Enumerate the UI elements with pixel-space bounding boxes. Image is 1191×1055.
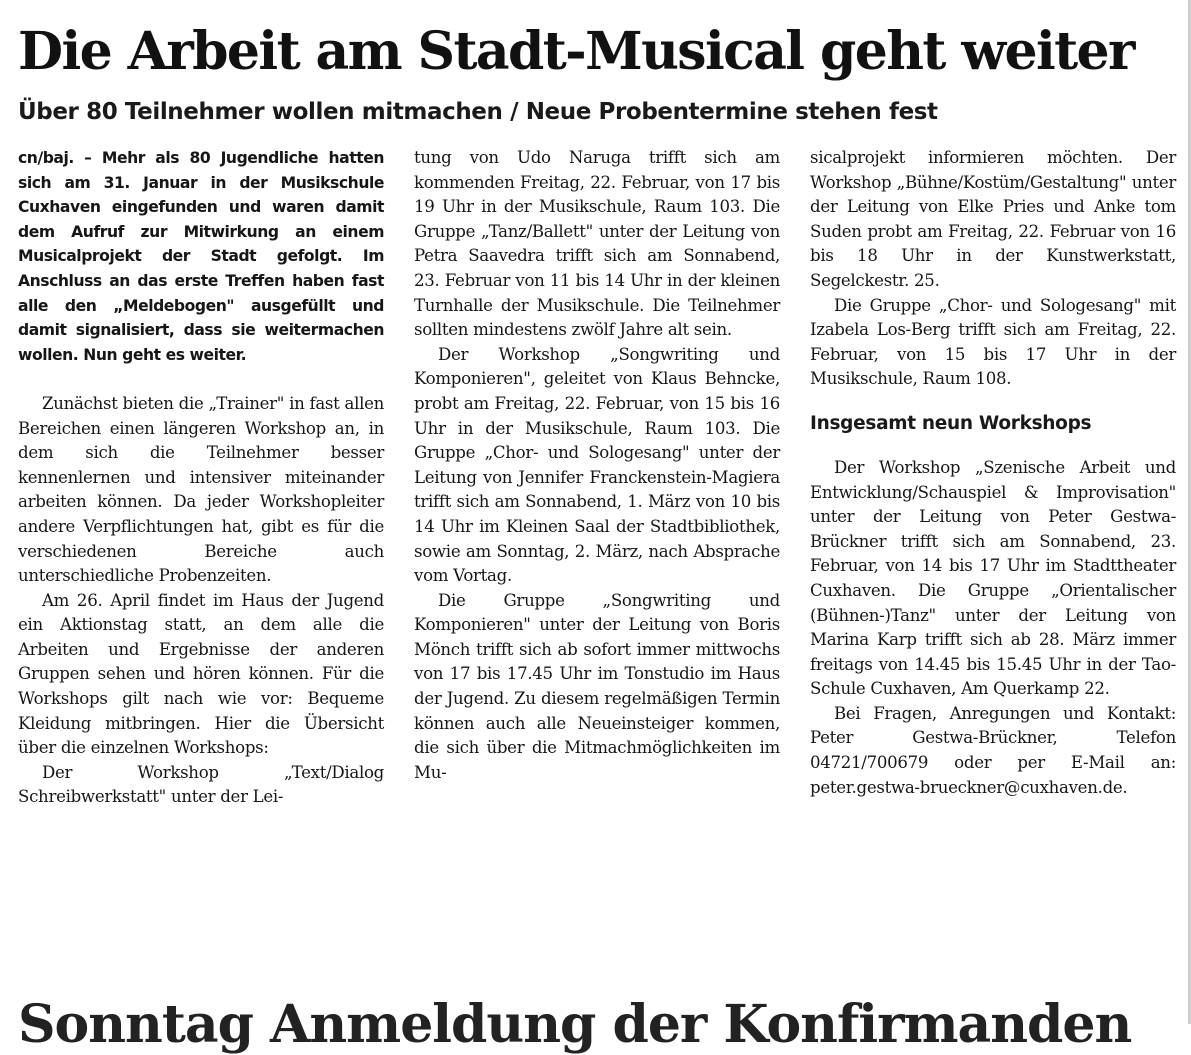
article-subheadline: Über 80 Teilnehmer wollen mitmachen / Neue Probentermine stehen fest	[18, 99, 938, 125]
article-paragraph: Der Workshop „Szenische Arbeit und Entwicklung/Schauspiel & Improvisation" unter der Leitung von Peter Gestwa-Brückner trifft sich am Sonnabend, 23. Februar, von 14 bis 17 Uhr im Stadttheater Cuxhaven. Die Gruppe „Orientalischer (Bühnen-)Tanz" unter der Leitung von Marina Karp trifft sich ab 28. März immer freitags von 14.45 bis 15.45 Uhr in der Tao-Schule Cuxhaven, Am Querkamp 22.	[810, 457, 1176, 699]
article-paragraph: Am 26. April findet im Haus der Jugend ein Aktionstag statt, an dem alle die Arbeiten und Ergebnisse der anderen Gruppen sehen und hören können. Für die Workshops gilt nach wie vor: Bequeme Kleidung mitbringen. Hier die Übersicht über die einzelnen Workshops:	[18, 590, 384, 758]
article-headline: Die Arbeit am Stadt-Musical geht weiter	[18, 21, 1134, 82]
article-column-1	[18, 146, 384, 810]
article-paragraph: Der Workshop „Text/Dialog Schreibwerkstatt" unter der Lei-	[18, 762, 384, 807]
article-intertitle: Insgesamt neun Workshops	[810, 412, 1092, 434]
article-paragraph: Der Workshop „Songwriting und Komponieren", geleitet von Klaus Behncke, probt am Freitag, 22. Februar, von 15 bis 16 Uhr in der Musikschule, Raum 103. Die Gruppe „Chor- und Sologesang" unter der Leitung von Jennifer Franckenstein-Magiera trifft sich am Sonnabend, 1. März von 10 bis 14 Uhr im Kleinen Saal der Stadtbibliothek, sowie am Sonntag, 2. März, nach Absprache vom Vortag.	[414, 344, 780, 586]
article-paragraph: tung von Udo Naruga trifft sich am kommenden Freitag, 22. Februar, von 17 bis 19 Uhr in der Musikschule, Raum 103. Die Gruppe „Tanz/Ballett" unter der Leitung von Petra Saavedra trifft sich am Sonnabend, 23. Februar von 11 bis 14 Uhr in der kleinen Turnhalle der Musikschule. Die Teilnehmer sollten mindestens zwölf Jahre alt sein.	[414, 148, 780, 340]
article-paragraph: Zunächst bieten die „Trainer" in fast allen Bereichen einen längeren Workshop an, in dem sich die Teilnehmer besser kennenlernen und intensiver miteinander arbeiten können. Da jeder Workshopleiter andere Verpflichtungen hat, gibt es für die verschiedenen Bereiche auch unterschiedliche Probenzeiten.	[18, 393, 384, 586]
article-paragraph: sicalprojekt informieren möchten. Der Workshop „Bühne/Kostüm/Gestaltung" unter der Leitung von Elke Pries und Anke tom Suden probt am Freitag, 22. Februar von 16 bis 18 Uhr in der Kunstwerkstatt, Segelckestr. 25.	[810, 148, 1176, 290]
article-lead-paragraph: cn/baj. – Mehr als 80 Jugendliche hatten sich am 31. Januar in der Musikschule Cuxhaven eingefunden und waren damit dem Aufruf zur Mitwirkung an einem Musicalprojekt der Stadt gefolgt. Im Anschluss an das erste Treffen haben fast alle den „Meldebogen" ausgefüllt und damit signalisiert, dass sie weitermachen wollen. Nun geht es weiter.	[18, 149, 384, 364]
article-paragraph: Die Gruppe „Chor- und Sologesang" mit Izabela Los-Berg trifft sich am Freitag, 22. Februar, von 15 bis 17 Uhr in der Musikschule, Raum 108.	[810, 295, 1176, 389]
article-column-3	[810, 146, 1176, 800]
article-paragraph: Bei Fragen, Anregungen und Kontakt: Peter Gestwa-Brückner, Telefon 04721/700679 oder per E-Mail an: peter.gestwa-brueckner@cuxhaven.de.	[810, 703, 1176, 797]
article-paragraph: Die Gruppe „Songwriting und Komponieren" unter der Leitung von Boris Mönch trifft sich ab sofort immer mittwochs von 17 bis 17.45 Uhr im Tonstudio im Haus der Jugend. Zu diesem regelmäßigen Termin können auch alle Neueinsteiger kommen, die sich über die Mitmachmöglichkeiten im Mu-	[414, 590, 780, 782]
next-article-headline: Sonntag Anmeldung der Konfirmanden	[18, 994, 1132, 1055]
article-column-2	[414, 146, 780, 785]
